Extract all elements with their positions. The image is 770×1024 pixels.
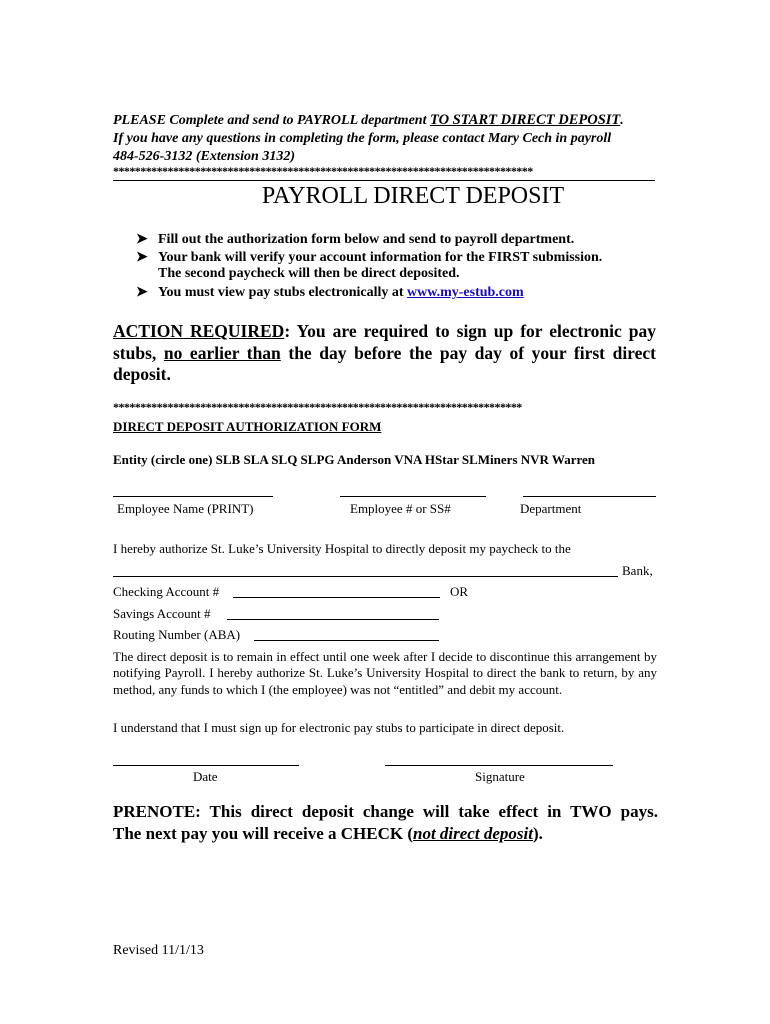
page-title: PAYROLL DIRECT DEPOSIT	[261, 183, 565, 209]
authorize-text: I hereby authorize St. Luke’s University Hospital to directly deposit my paycheck to the	[113, 541, 571, 556]
prenote-text-2a: The next pay you will receive a CHECK (	[113, 824, 413, 843]
routing-number-field[interactable]	[254, 640, 439, 641]
action-required-line-2	[113, 343, 656, 364]
action-required-line-3: deposit.	[113, 364, 171, 384]
routing-number-label: Routing Number (ABA)	[113, 627, 241, 642]
action-required-line-1	[113, 321, 656, 342]
bullet-text-1: Fill out the authorization form below and send to payroll department.	[158, 232, 575, 247]
action-text-2b: the day before the pay day of your first direct	[280, 343, 656, 363]
arrow-bullet-icon: ➤	[136, 250, 148, 265]
employee-name-label: Employee Name (PRINT)	[117, 501, 254, 516]
bullet-text-2a: Your bank will verify your account information for the FIRST submission.	[158, 250, 603, 265]
action-text-2a: stubs,	[113, 343, 164, 363]
date-field[interactable]	[113, 765, 299, 766]
bullet-item-2	[136, 249, 602, 266]
checking-account-field[interactable]	[233, 597, 440, 598]
estub-link[interactable]: www.my-estub.com	[407, 285, 524, 300]
entity-line: Entity (circle one) SLB SLA SLQ SLPG Anderson VNA HStar SLMiners NVR Warren	[113, 452, 596, 467]
bullet-item-3	[136, 284, 524, 301]
instructions-emphasis: TO START DIRECT DEPOSIT	[429, 112, 621, 128]
checking-account-label: Checking Account #	[113, 584, 220, 599]
department-field[interactable]	[523, 496, 656, 497]
or-label: OR	[450, 584, 469, 599]
signature-label: Signature	[475, 769, 525, 784]
form-heading: DIRECT DEPOSIT AUTHORIZATION FORM	[113, 419, 382, 434]
department-label: Department	[520, 501, 582, 516]
date-label: Date	[193, 769, 218, 784]
form-stars-divider: ***************************************************************************	[113, 400, 522, 414]
savings-account-field[interactable]	[227, 619, 439, 620]
prenote-line-1: PRENOTE: This direct deposit change will take effect in TWO pays.	[113, 802, 658, 821]
bank-name-field[interactable]	[113, 576, 618, 577]
phone-line: 484-526-3132 (Extension 3132)	[113, 149, 295, 164]
bullet-text-3: You must view pay stubs electronically at	[158, 285, 408, 300]
authorization-paragraph: The direct deposit is to remain in effect until one week after I decide to discontinue this arrangement by notifying Payroll. I hereby authorize St. Luke’s University Hospital to direct the bank to return, by any method, any funds to which I (the employee) was not “entitled” and debit my account.	[113, 649, 657, 697]
arrow-bullet-icon: ➤	[136, 285, 148, 300]
header-stars-divider: *****************************************************************************	[113, 164, 533, 178]
employee-number-label: Employee # or SS#	[350, 501, 451, 516]
bullet-item-1	[136, 231, 574, 248]
employee-name-field[interactable]	[113, 496, 273, 497]
action-text-1: : You are required to sign up for electronic pay	[284, 321, 656, 341]
header-rule	[113, 180, 655, 181]
instructions-text: PLEASE Complete and send to PAYROLL department	[113, 113, 430, 128]
signature-field[interactable]	[385, 765, 613, 766]
instructions-period: .	[620, 113, 624, 128]
understand-text: I understand that I must sign up for electronic pay stubs to participate in direct deposit.	[113, 720, 565, 735]
arrow-bullet-icon: ➤	[136, 232, 148, 247]
questions-line: If you have any questions in completing the form, please contact Mary Cech in payroll	[113, 131, 612, 146]
action-required-label: ACTION REQUIRED	[113, 321, 285, 341]
prenote-line-2	[113, 824, 543, 844]
prenote-text-2b: ).	[532, 824, 543, 843]
action-emphasis: no earlier than	[163, 343, 281, 363]
employee-number-field[interactable]	[340, 496, 486, 497]
instructions-line	[113, 112, 624, 129]
revised-date: Revised 11/1/13	[113, 943, 204, 958]
savings-account-label: Savings Account #	[113, 606, 211, 621]
prenote-emphasis: not direct deposit	[413, 824, 533, 843]
bullet-text-2b: The second paycheck will then be direct deposited.	[158, 266, 460, 281]
bank-label: Bank,	[622, 563, 653, 578]
